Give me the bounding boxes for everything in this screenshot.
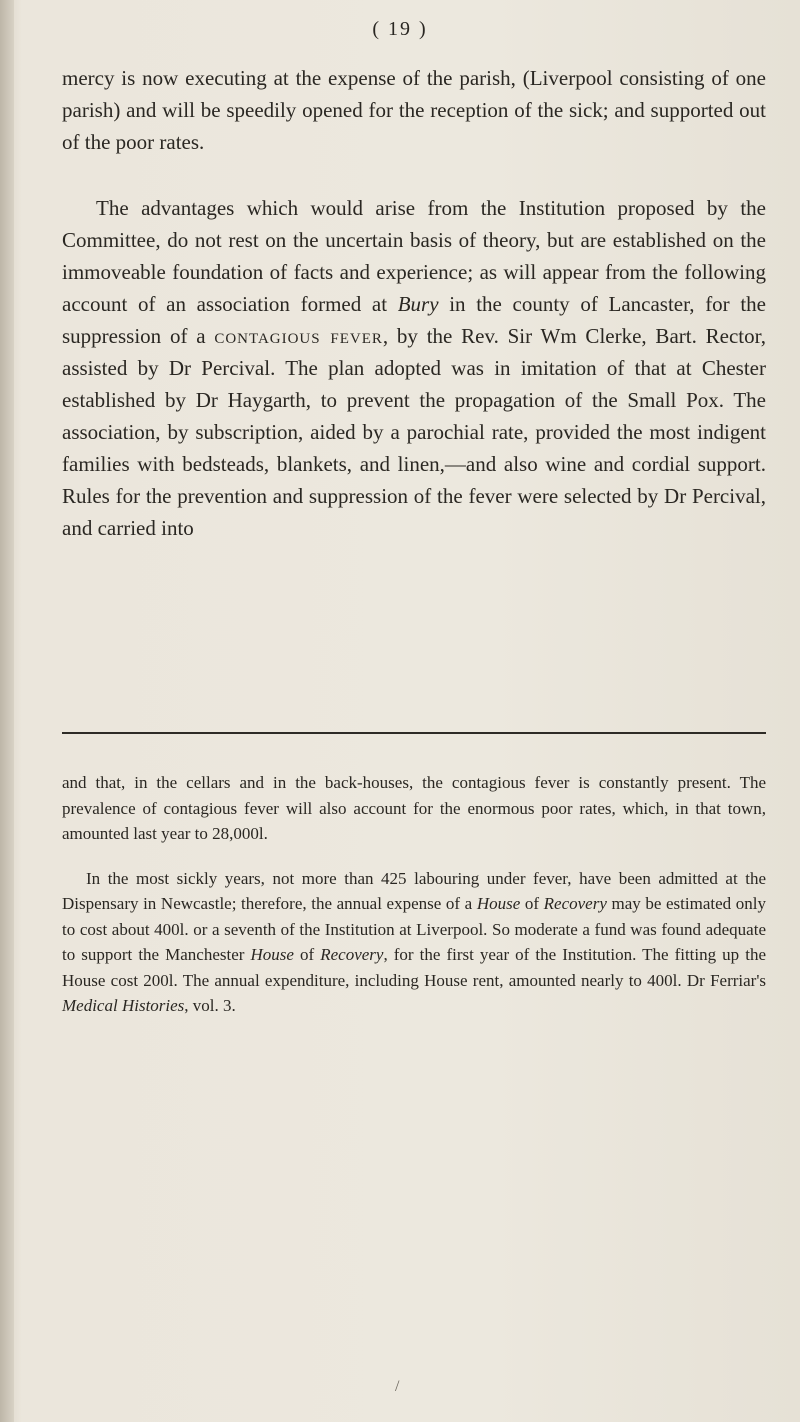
stray-ink-mark: / <box>395 1378 400 1395</box>
main-text <box>62 62 766 544</box>
paragraph-2 <box>62 192 766 544</box>
footnote-2 <box>62 866 766 1019</box>
contagious-fever-smallcaps: contagious fever <box>214 324 383 348</box>
of-text: of <box>520 894 544 913</box>
footnote-2-text-d: , vol. 3. <box>184 996 236 1015</box>
footnote-2-text-c: , for the first year of the Institution. The fitting up the House cost 200l. The annual expenditure, including House rent, amounted nearly to 400l. Dr Ferriar's <box>62 945 766 990</box>
paragraph-2-text-c: , by the Rev. Sir Wm Clerke, Bart. Rector, assisted by Dr Percival. The plan adopted was in imitation of that at Chester established by Dr Haygarth, to prevent the propagation of the Small Pox. The association, by subscription, aided by a parochial rate, provided the most indigent families with bedsteads, blankets, and linen,—and also wine and cordial support. Rules for the prevention and suppression of the fever were selected by Dr Percival, and carried into <box>62 324 766 540</box>
footnotes <box>62 770 766 1019</box>
paragraph-2-text-a: The advantages which would arise from the Institution proposed by the Committee, do not rest on the uncertain basis of theory, but are established on the immoveable foundation of facts and experience; as will appear from the following account of an association formed at <box>62 196 766 316</box>
paragraph-1: mercy is now executing at the expense of the parish, (Liverpool consisting of one parish) and will be speedily opened for the reception of the sick; and supported out of the poor rates. <box>62 66 766 154</box>
house-italic: House <box>476 894 521 913</box>
place-bury: Bury <box>397 292 439 316</box>
recovery-italic-2: Recovery <box>320 945 384 964</box>
paragraph-2-text-b: in the county of Lancaster, for the suppression of a <box>62 292 766 348</box>
footnote-rule <box>62 732 766 734</box>
of-text-2: of <box>293 945 321 964</box>
medical-histories-italic: Medical Histories <box>62 996 185 1015</box>
house-italic-2: House <box>250 945 294 964</box>
recovery-italic: Recovery <box>543 894 607 913</box>
footnote-2-text-a: In the most sickly years, not more than 425 labouring under fever, have been admitted at the Dispensary in Newcastle; therefore, the annual expense of a <box>62 868 766 913</box>
footnote-1: and that, in the cellars and in the back-houses, the contagious fever is constantly present. The prevalence of contagious fever will also account for the enormous poor rates, which, in that town, amounted last year to 28,000l. <box>62 773 766 843</box>
page-number: ( 19 ) <box>372 18 428 40</box>
page-binding-edge <box>0 0 14 1422</box>
footnote-2-text-b: may be estimated only to cost about 400l. or a seventh of the Institution at Liverpool. So moderate a fund was found adequate to support the Manchester <box>62 894 766 964</box>
